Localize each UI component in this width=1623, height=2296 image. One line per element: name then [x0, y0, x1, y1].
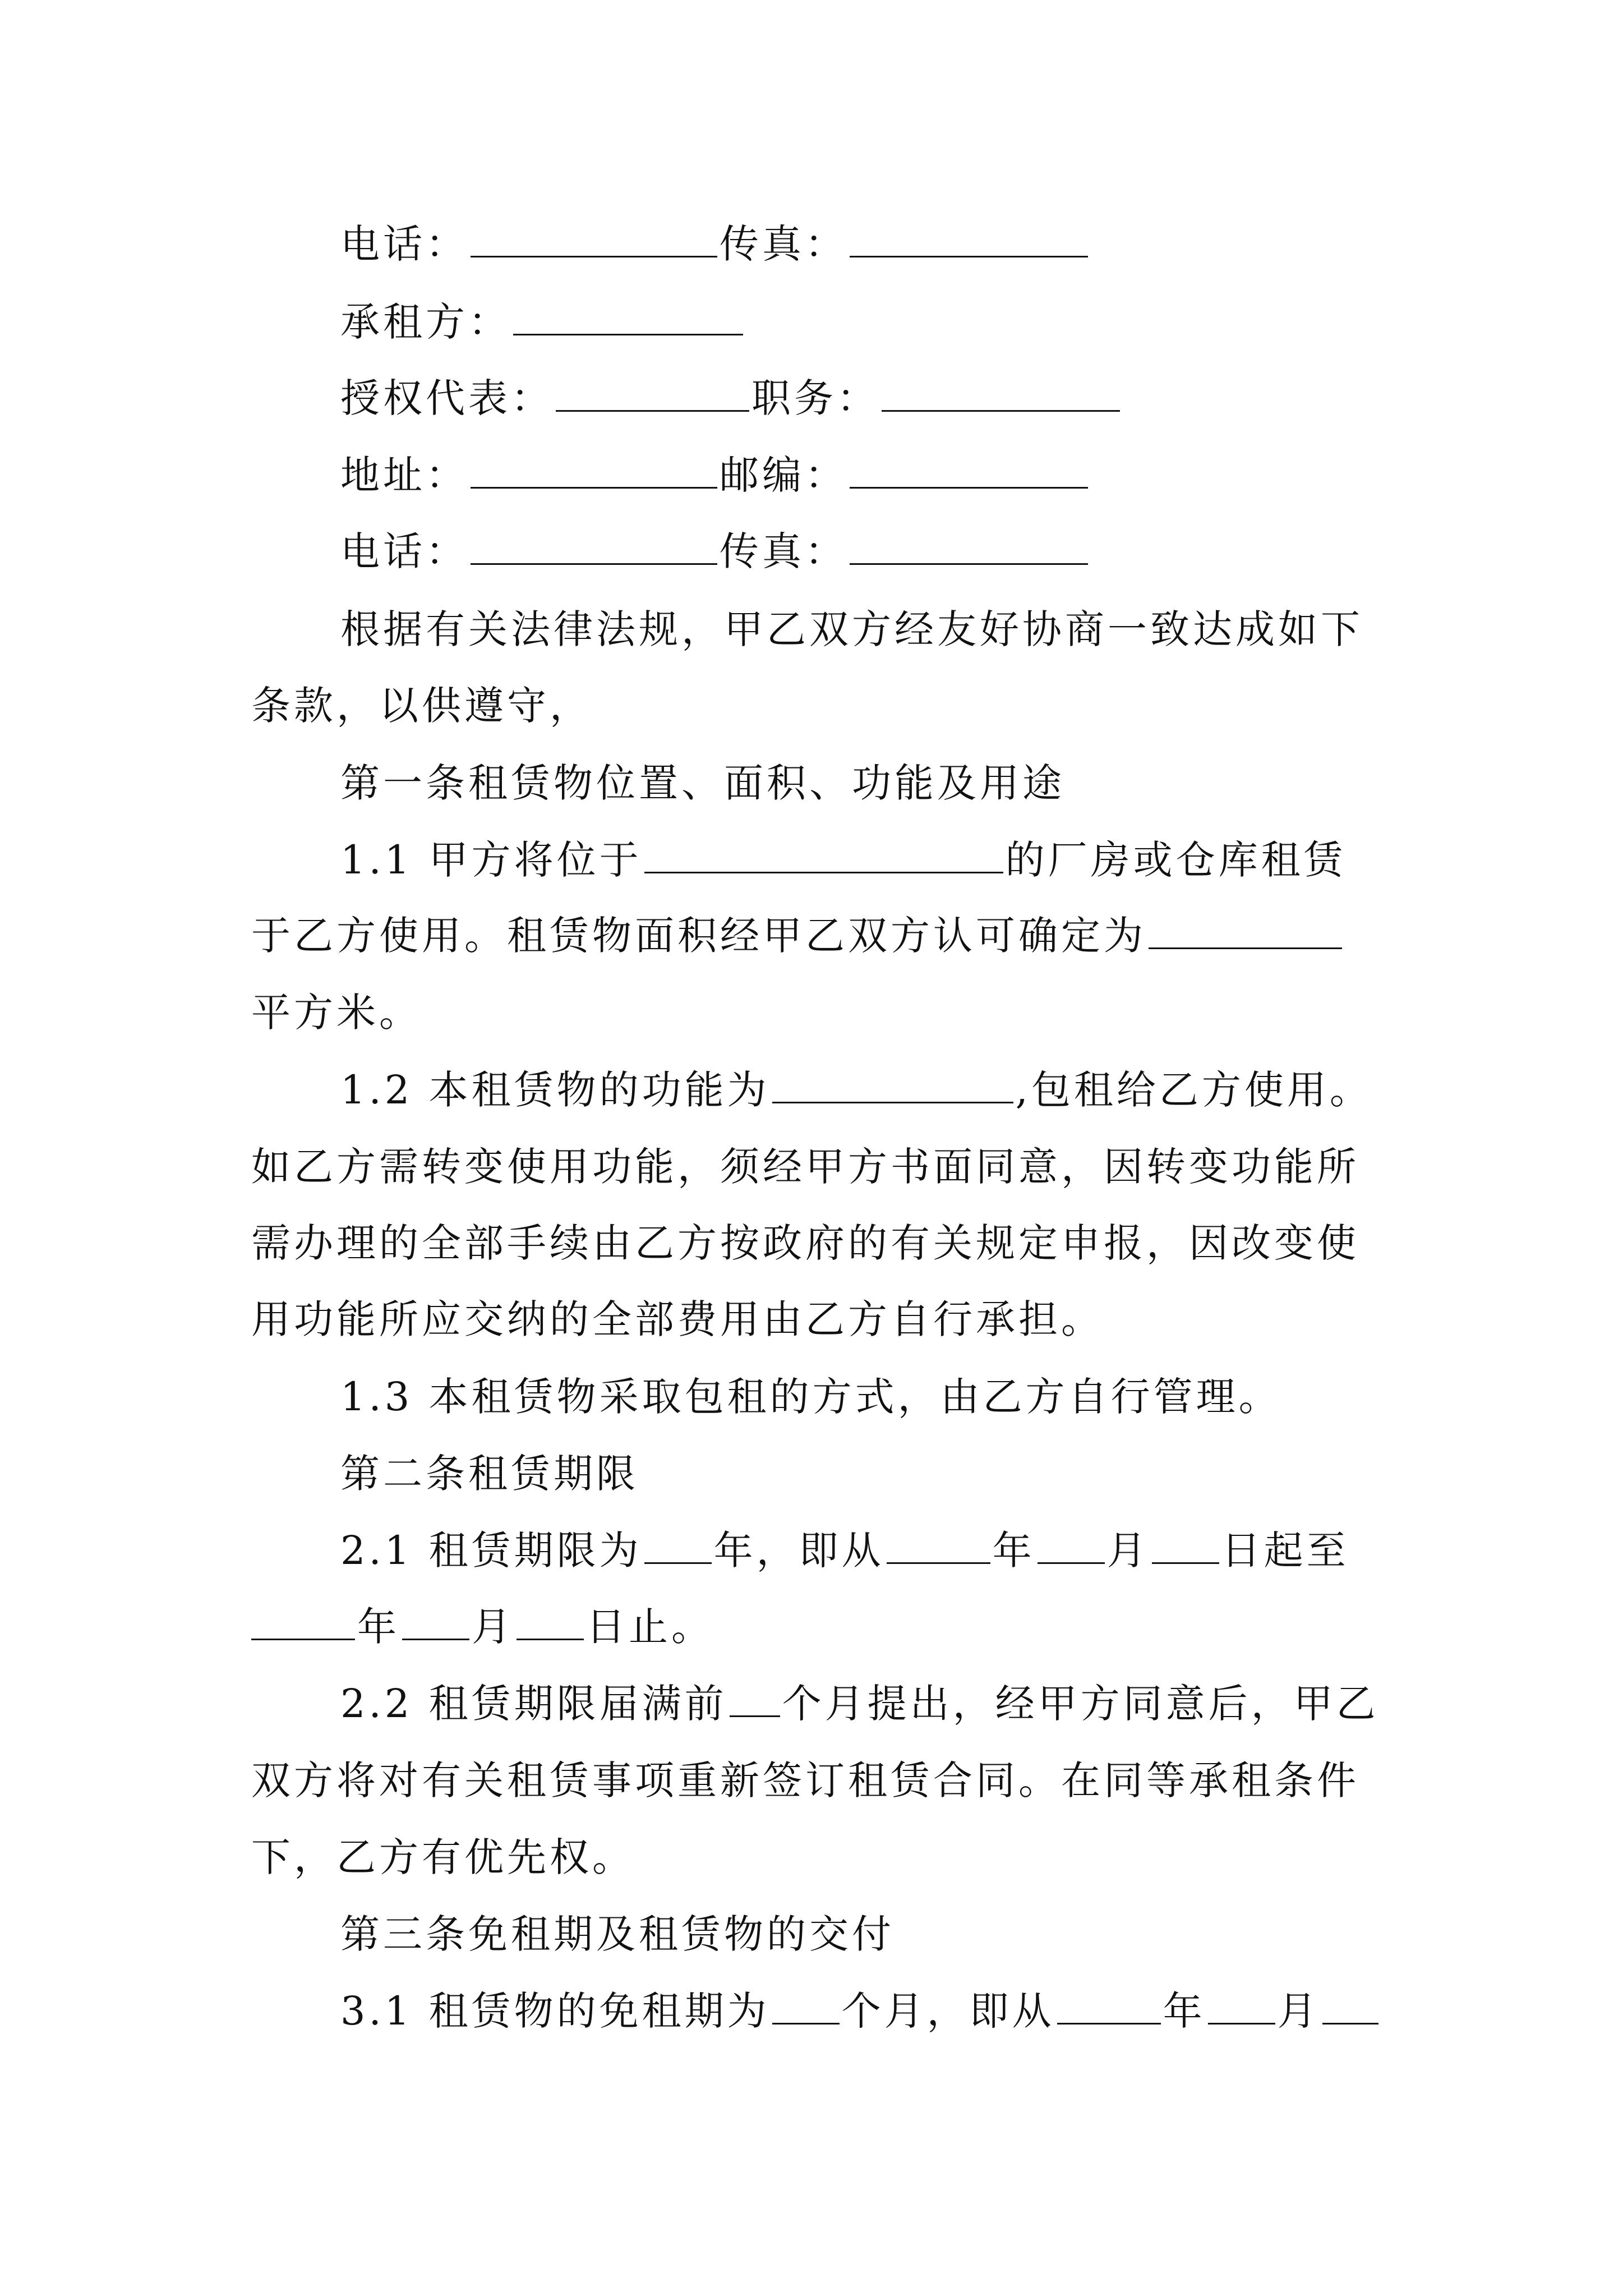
- clause-3-1-text-b: 个月，即从: [841, 1988, 1055, 2034]
- lessee-blank: [513, 299, 743, 335]
- article2-title: 第二条租赁期限: [340, 1451, 639, 1497]
- postcode-label: 邮编：: [720, 452, 847, 498]
- phone-label: 电话：: [340, 221, 468, 267]
- area-blank: [1149, 913, 1342, 949]
- clause-2-2-line-1: [340, 1676, 1384, 1732]
- clause-1-1-text-c: 于乙方使用。租赁物面积经甲乙双方认可确定为: [251, 913, 1146, 959]
- preamble-line-2: 条款，以供遵守，: [251, 683, 592, 729]
- fax-blank: [850, 528, 1088, 565]
- postcode-blank: [850, 452, 1088, 489]
- clause-2-1-text-a: 2.1 租赁期限为: [340, 1527, 642, 1573]
- clause-2-2-text-b: 个月提出，经甲方同意后，甲乙: [782, 1681, 1379, 1727]
- clause-1-2-line-4: 用功能所应交纳的全部费用由乙方自行承担。: [251, 1296, 1104, 1342]
- clause-2-1-text-h: 日止。: [586, 1604, 714, 1650]
- month-label: 月: [472, 1604, 514, 1650]
- address-label: 地址：: [340, 452, 468, 498]
- clause-3-1-line-1: [340, 1983, 1384, 2039]
- free-start-day-blank: [1322, 1988, 1378, 2024]
- clause-1-2-text-b: ,包租给乙方使用。: [1015, 1067, 1372, 1113]
- month-label: 月: [1277, 1988, 1320, 2034]
- clause-1-3: 1.3 本租赁物采取包租的方式，由乙方自行管理。: [340, 1374, 1281, 1420]
- clause-1-2-line-3: 需办理的全部手续由乙方按政府的有关规定申报，因改变使: [251, 1220, 1359, 1266]
- article3-title: 第三条免租期及租赁物的交付: [340, 1911, 895, 1957]
- free-start-month-blank: [1208, 1988, 1275, 2024]
- clause-1-1-text-b: 的厂房或仓库租赁: [1005, 837, 1347, 883]
- clause-1-1-line-3: 平方米。: [251, 990, 422, 1036]
- position-blank: [882, 375, 1120, 412]
- representative-blank: [556, 375, 749, 412]
- phone-label: 电话：: [340, 528, 468, 574]
- year-label: 年: [1163, 1988, 1206, 2034]
- lessor-phone-fax-line: [340, 216, 1384, 272]
- lessee-line: [340, 294, 1384, 350]
- clause-2-2-text-a: 2.2 租赁期限届满前: [340, 1681, 727, 1727]
- address-blank: [471, 452, 717, 489]
- lessee-label: 承租方：: [340, 299, 511, 345]
- clause-2-1-text-b: 年，即从: [713, 1527, 884, 1573]
- location-blank: [644, 837, 1003, 873]
- representative-label: 授权代表：: [340, 375, 554, 421]
- month-label: 月: [1106, 1527, 1150, 1573]
- start-month-blank: [1038, 1527, 1105, 1564]
- clause-1-1-text-a: 1.1 甲方将位于: [340, 837, 642, 883]
- clause-2-2-line-3: 下，乙方有优先权。: [251, 1834, 635, 1880]
- term-years-blank: [644, 1527, 712, 1564]
- end-year-blank: [251, 1604, 355, 1640]
- address-postcode-line: [340, 447, 1384, 503]
- clause-1-1-line-1: [340, 832, 1384, 888]
- clause-2-1-line-2: [251, 1599, 1384, 1655]
- clause-1-2-line-1: [340, 1062, 1384, 1118]
- phone-blank: [471, 528, 717, 565]
- clause-2-2-line-2: 双方将对有关租赁事项重新签订租赁合同。在同等承租条件: [251, 1757, 1359, 1803]
- lessee-phone-fax-line: [340, 523, 1384, 579]
- article1-title: 第一条租赁物位置、面积、功能及用途: [340, 760, 1065, 806]
- free-months-blank: [772, 1988, 840, 2024]
- year-label: 年: [357, 1604, 400, 1650]
- start-year-blank: [887, 1527, 990, 1564]
- end-month-blank: [402, 1604, 469, 1640]
- clause-2-1-line-1: [340, 1522, 1384, 1579]
- clause-1-2-line-2: 如乙方需转变使用功能，须经甲方书面同意，因转变功能所: [251, 1144, 1359, 1190]
- notice-months-blank: [730, 1681, 780, 1717]
- clause-2-1-text-e: 日起至: [1221, 1527, 1349, 1573]
- start-day-blank: [1152, 1527, 1219, 1564]
- clause-1-1-line-2: [251, 908, 1384, 964]
- fax-label: 传真：: [720, 528, 847, 574]
- phone-blank: [471, 221, 717, 257]
- fax-label: 传真：: [720, 221, 847, 267]
- representative-line: [340, 370, 1384, 426]
- position-label: 职务：: [751, 375, 879, 421]
- fax-blank: [850, 221, 1088, 257]
- preamble-line-1: 根据有关法律法规，甲乙双方经友好协商一致达成如下: [340, 606, 1363, 652]
- clause-3-1-text-a: 3.1 租赁物的免租期为: [340, 1988, 770, 2034]
- free-start-year-blank: [1057, 1988, 1161, 2024]
- function-blank: [772, 1067, 1013, 1103]
- end-day-blank: [517, 1604, 584, 1640]
- year-label: 年: [992, 1527, 1035, 1573]
- clause-1-2-text-a: 1.2 本租赁物的功能为: [340, 1067, 770, 1113]
